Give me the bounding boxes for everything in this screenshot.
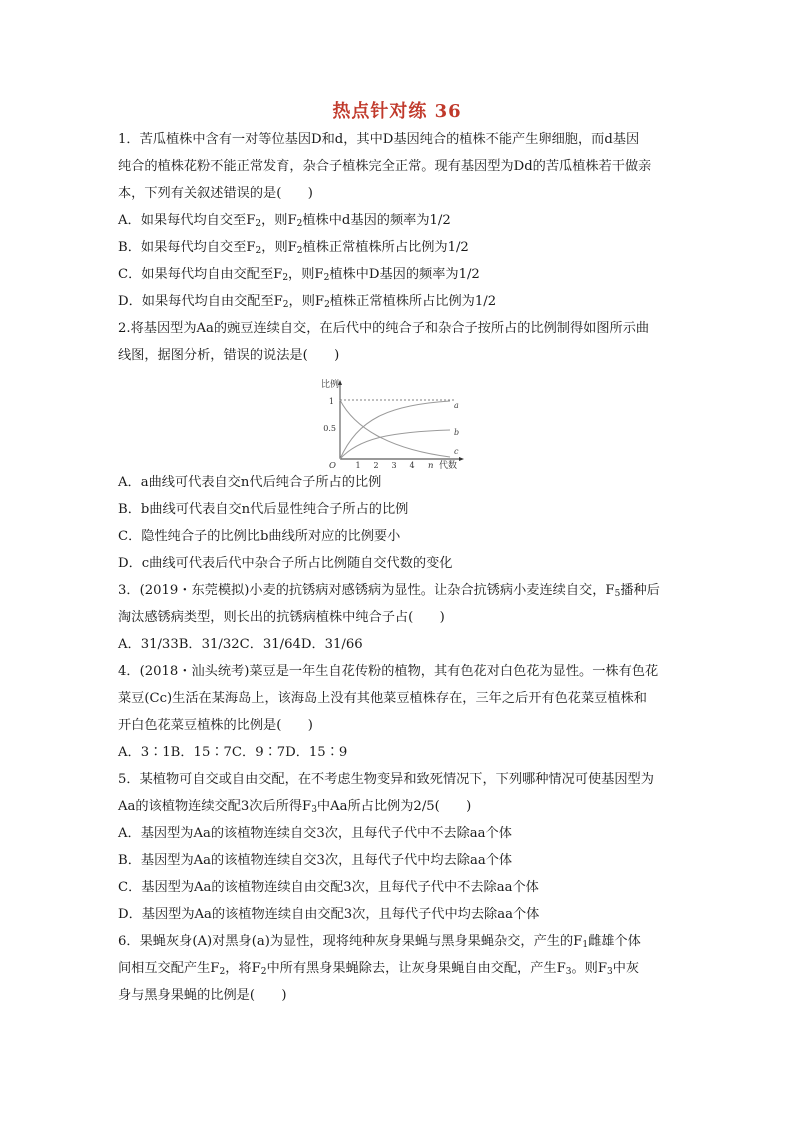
figure-curve-a: [340, 401, 450, 459]
figure-curve-b-label: b: [454, 428, 460, 437]
figure-xtick-1: 1: [355, 461, 361, 469]
q3-stem-line-2: 淘汰感锈病类型，则长出的抗锈病植株中纯合子占( ): [118, 610, 445, 625]
figure-xtick-3: 3: [391, 461, 397, 469]
q5-stem-line-2: Aa的该植物连续交配3次后所得$F_3$中Aa所占比例为2/5( ): [118, 799, 472, 815]
figure-x-variable: n: [428, 461, 434, 469]
figure-origin: O: [329, 461, 336, 469]
q6-stem-line-3: 身与黑身果蝇的比例是( ): [118, 988, 287, 1003]
q5-option-c: C．基因型为Aa的该植物连续自由交配3次，且每代子代中不去除aa个体: [118, 880, 539, 895]
q2-stem-line-1: 2.将基因型为Aa的豌豆连续自交，在后代中的纯合子和杂合子按所占的比例制得如图所示曲: [118, 321, 650, 336]
q2-option-b: B．b曲线可代表自交n代后显性纯合子所占的比例: [118, 502, 409, 517]
q4-options: A．3∶1B．15∶7C．9∶7D．15∶9: [118, 745, 348, 760]
q2-option-c: C．隐性纯合子的比例比b曲线所对应的比例要小: [118, 529, 401, 544]
q5-option-b: B．基因型为Aa的该植物连续自交3次，且每代子代中均去除aa个体: [118, 853, 513, 868]
q1-option-c: C．如果每代均自由交配至$F_2$，则$F_2$植株中D基因的频率为1/2: [118, 267, 480, 283]
q1-stem-line-1: 1．苦瓜植株中含有一对等位基因D和d，其中D基因纯合的植株不能产生卵细胞，而d基因: [118, 132, 640, 147]
q5-stem-line-1: 5．某植物可自交或自由交配，在不考虑生物变异和致死情况下，下列哪种情况可使基因型为: [118, 772, 654, 787]
q6-stem-line-1: 6．果蝇灰身(A)对黑身(a)为显性，现将纯种灰身果蝇与黑身果蝇杂交，产生的$F_1$雌雄个体: [118, 934, 641, 950]
figure-curve-a-label: a: [454, 401, 459, 410]
q2-option-d: D．c曲线可代表后代中杂合子所占比例随自交代数的变化: [118, 556, 453, 571]
q1-stem-line-3: 本，下列有关叙述错误的是( ): [118, 186, 313, 201]
q1-option-a: A．如果每代均自交至$F_2$，则$F_2$植株中d基因的频率为1/2: [118, 213, 451, 229]
figure-x-label: 代数: [439, 461, 458, 469]
q5-option-d: D．基因型为Aa的该植物连续自由交配3次，且每代子代中均去除aa个体: [118, 907, 540, 922]
figure-curve-c: [340, 400, 450, 457]
q1-option-b: B．如果每代均自交至$F_2$，则$F_2$植株正常植株所占比例为1/2: [118, 240, 469, 256]
self-cross-ratio-figure: [318, 377, 480, 469]
q5-option-a: A．基因型为Aa的该植物连续自交3次，且每代子代中不去除aa个体: [118, 826, 512, 841]
q4-stem-line-1: 4．(2018・汕头统考)菜豆是一年生自花传粉的植物，其有色花对白色花为显性。一株有色花: [118, 664, 659, 679]
q4-stem-line-3: 开白色花菜豆植株的比例是( ): [118, 718, 313, 733]
figure-ytick-0-5: 0.5: [323, 424, 336, 433]
q3-options: A．31/33B．31/32C．31/64D．31/66: [118, 637, 363, 652]
q2-option-a: A．a曲线可代表自交n代后纯合子所占的比例: [118, 475, 382, 490]
q1-option-d: D．如果每代均自由交配至$F_2$，则$F_2$植株正常植株所占比例为1/2: [118, 294, 497, 310]
figure-xtick-4: 4: [409, 461, 415, 469]
figure-ytick-1: 1: [328, 397, 334, 406]
q4-stem-line-2: 菜豆(Cc)生活在某海岛上，该海岛上没有其他菜豆植株存在，三年之后开有色花菜豆植株和: [118, 691, 647, 706]
q2-stem-line-2: 线图，据图分析，错误的说法是( ): [118, 348, 340, 363]
figure-xtick-2: 2: [373, 461, 379, 469]
figure-y-label: 比例: [321, 380, 340, 390]
figure-curve-c-label: c: [454, 447, 459, 456]
q6-stem-line-2: 间相互交配产生$F_2$，将$F_2$中所有黑身果蝇除去，让灰身果蝇自由交配，产生$F_3$。则$F_3$中灰: [118, 961, 640, 977]
q1-stem-line-2: 纯合的植株花粉不能正常发育，杂合子植株完全正常。现有基因型为Dd的苦瓜植株若干做亲: [118, 159, 652, 174]
page-title: 热点针对练 36: [332, 101, 462, 122]
q3-stem-line-1: 3．(2019・东莞模拟)小麦的抗锈病对感锈病为显性。让杂合抗锈病小麦连续自交，$F_5$播种后: [118, 583, 660, 599]
figure-x-arrow: [459, 457, 464, 461]
